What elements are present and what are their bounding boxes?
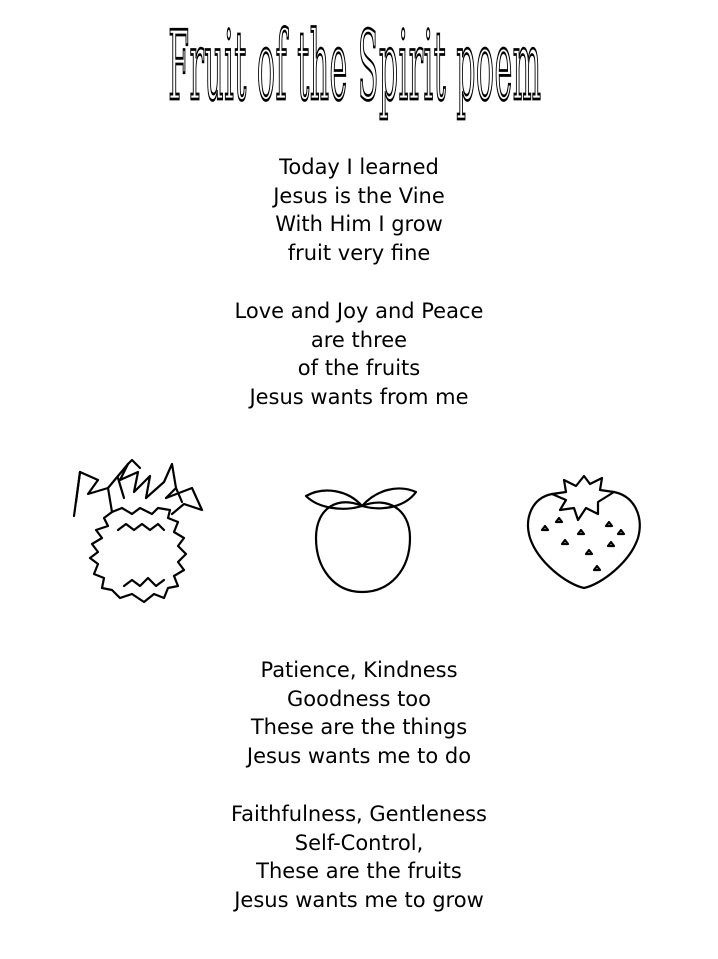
stanza-4 (0, 800, 718, 914)
poem-line: Love and Joy and Peace (234, 299, 484, 323)
poem-line: With Him I grow (275, 212, 443, 237)
poem-line: fruit very fine (287, 240, 431, 265)
stanza-1 (0, 153, 718, 267)
poem-line: Jesus wants me to grow (234, 887, 484, 912)
poem-line: Patience, Kindness (260, 658, 458, 682)
poem-line: These are the things (250, 715, 468, 740)
poem-line: of the fruits (297, 356, 421, 381)
poem-line: are three (310, 327, 408, 352)
poem-line: Jesus wants from me (249, 384, 469, 409)
poem-line: Goodness too (286, 686, 432, 711)
poem-title (120, 4, 590, 134)
stanza-2 (0, 297, 718, 411)
stanza-3 (0, 656, 718, 770)
title-art (120, 4, 590, 134)
poem-line: Self-Control, (294, 830, 424, 855)
pineapple-icon (68, 458, 208, 606)
poem-line: Faithfulness, Gentleness (231, 802, 487, 826)
strawberry-icon (522, 474, 646, 592)
title-text: Fruit of the Spirit poem (168, 9, 542, 122)
poem-line: These are the fruits (256, 859, 462, 884)
poem-line: Jesus is the Vine (273, 183, 445, 208)
poem-line: Today I learned (279, 155, 439, 179)
poem-line: Jesus wants me to do (246, 743, 472, 768)
apple-icon (300, 482, 424, 598)
